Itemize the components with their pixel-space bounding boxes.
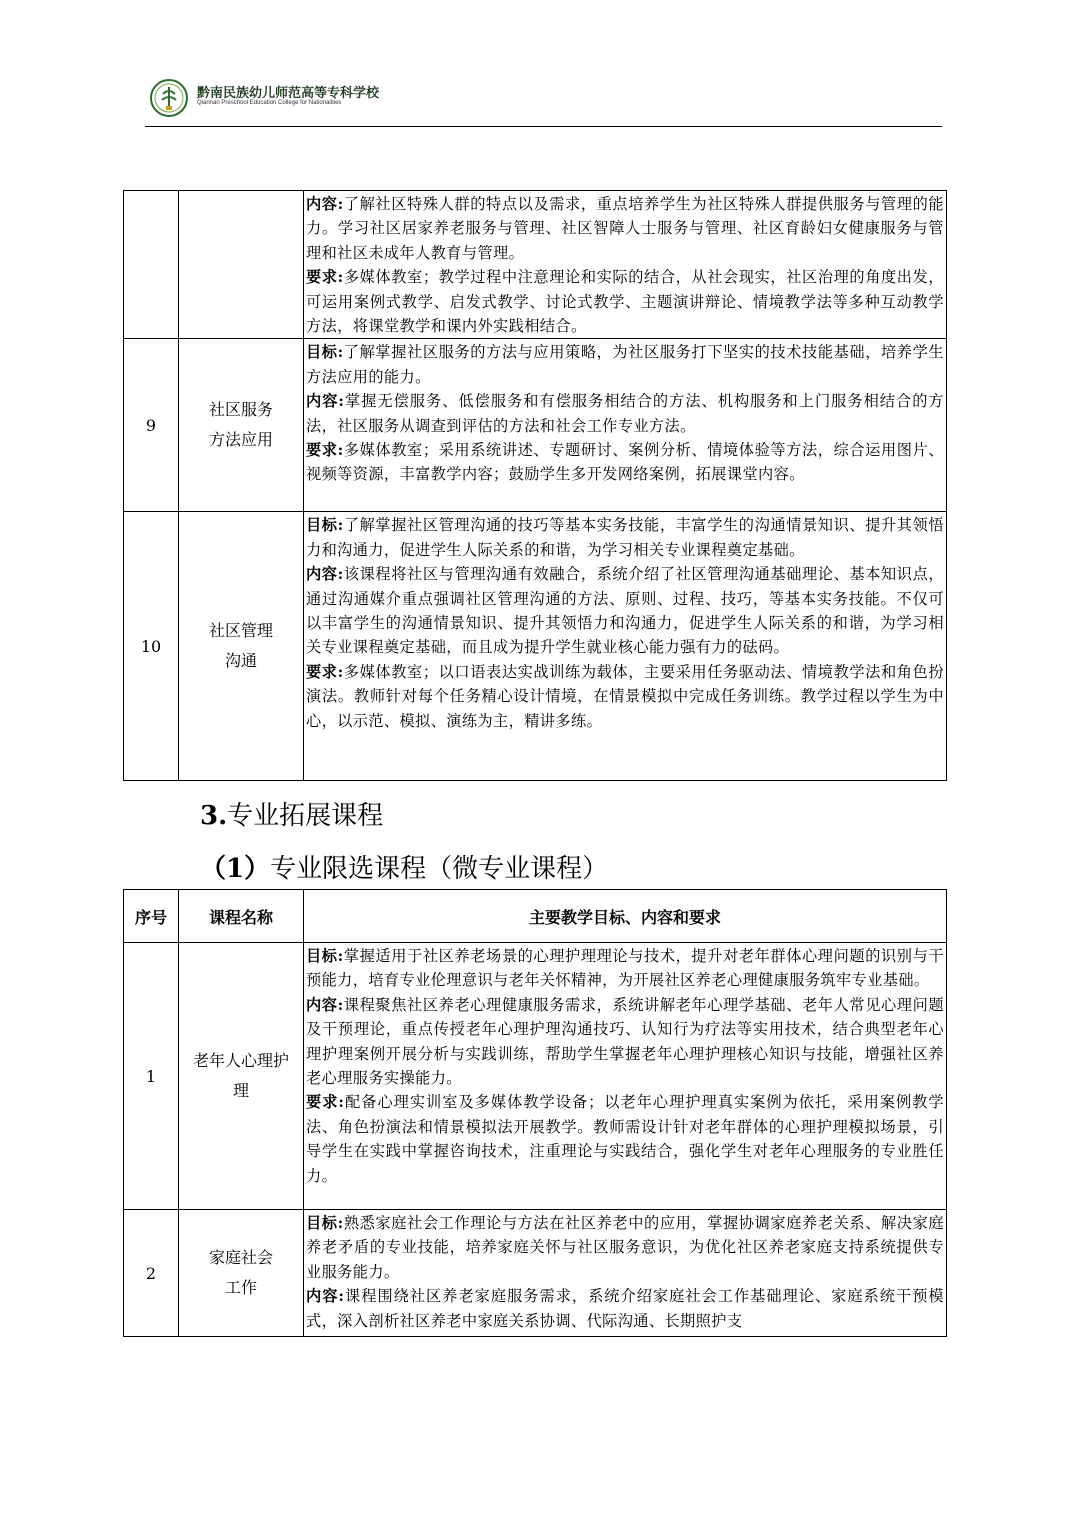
- course-name-line: 沟通: [224, 651, 257, 671]
- school-logo-icon: [149, 78, 189, 118]
- requirement-text: 多媒体教室；教学过程中注意理论和实际的结合，从社会现实，社区治理的角度出发，可运用案例式教学、启发式教学、讨论式教学、主题演讲辩论、情境教学法等多种互动教学方法，将课堂教学和课内外实践相结合。: [306, 268, 944, 336]
- content-label: 内容:: [306, 392, 345, 411]
- content-text: 掌握无偿服务、低偿服务和有偿服务相结合的方法、机构服务和上门服务相结合的方法，社区服务从调查到评估的方法和社会工作专业方法。: [306, 392, 944, 435]
- school-name-en: Qiannan Preschool Education College for Nationalities: [197, 100, 342, 106]
- course-description: [304, 512, 947, 781]
- course-name: [179, 943, 304, 1210]
- table-header-row: [124, 890, 947, 943]
- row-number: [124, 191, 179, 339]
- goal-label: 目标:: [306, 516, 344, 535]
- header-divider: [145, 126, 942, 127]
- course-description: [304, 943, 947, 1210]
- course-name-line: 社区服务: [208, 400, 273, 420]
- header-course-name: 课程名称: [179, 890, 304, 943]
- goal-text: 熟悉家庭社会工作理论与方法在社区养老中的应用，掌握协调家庭养老关系、解决家庭养老矛盾的专业技能，培养家庭关怀与社区服务意识，为优化社区养老家庭支持系统提供专业服务能力。: [306, 1214, 944, 1281]
- course-name-line: 方法应用: [208, 430, 273, 450]
- content-label: 内容:: [306, 565, 344, 584]
- course-name-line: 老年人心理护: [192, 1051, 289, 1070]
- goal-label: 目标:: [306, 947, 344, 965]
- subsection-title: 专业限选课程（微专业课程）: [270, 854, 609, 884]
- goal-label: 目标:: [306, 1214, 344, 1232]
- table-row: [124, 943, 947, 1210]
- course-name: [179, 191, 304, 339]
- course-name: [179, 1210, 304, 1337]
- requirement-label: 要求:: [306, 662, 344, 681]
- course-name-line: 理: [232, 1081, 249, 1100]
- course-name-line: 家庭社会: [208, 1248, 273, 1267]
- row-number: 1: [124, 943, 179, 1210]
- content-text: 该课程将社区与管理沟通有效融合，系统介绍了社区管理沟通基础理论、基本知识点，通过沟通媒介重点强调社区管理沟通的方法、原则、过程、技巧，等基本实务技能。不仅可以丰富学生的沟通情景知识、提升其领悟力和沟通力，促进学生人际关系的和谐，为学习相关专业课程奠定基础，而且成为提升学生就业核心能力强有力的砝码。: [306, 565, 944, 657]
- requirement-text: 配备心理实训室及多媒体教学设备；以老年心理护理真实案例为依托，采用案例教学法、角色扮演法和情景模拟法开展教学。教师需设计针对老年群体的心理护理模拟场景，引导学生在实践中掌握咨询技术，注重理论与实践结合，强化学生对老年心理服务的专业胜任力。: [306, 1093, 944, 1185]
- goal-label: 目标:: [306, 343, 344, 362]
- table-row: [124, 339, 947, 512]
- content-text: 了解社区特殊人群的特点以及需求，重点培养学生为社区特殊人群提供服务与管理的能力。学习社区居家养老服务与管理、社区智障人士服务与管理、社区育龄妇女健康服务与管理和社区未成年人教育与管理。: [306, 195, 944, 262]
- content-label: 内容:: [306, 195, 344, 213]
- course-description: [304, 339, 947, 512]
- course-name: [179, 512, 304, 781]
- section-heading: [200, 795, 383, 832]
- requirement-label: 要求:: [306, 1093, 345, 1112]
- course-name-line: 工作: [224, 1278, 257, 1297]
- subsection-heading: [200, 848, 608, 885]
- table-row: [124, 1210, 947, 1337]
- row-number: 2: [124, 1210, 179, 1337]
- goal-text: 了解掌握社区服务的方法与应用策略，为社区服务打下坚实的技术技能基础，培养学生方法应用的能力。: [306, 343, 944, 386]
- elective-course-table: [123, 889, 947, 1337]
- table-row: [124, 191, 947, 339]
- requirement-label: 要求:: [306, 268, 344, 287]
- course-description: [304, 1210, 947, 1337]
- requirement-label: 要求:: [306, 441, 344, 460]
- course-description: [304, 191, 947, 339]
- goal-text: 掌握适用于社区养老场景的心理护理理论与技术，提升对老年群体心理问题的识别与干预能力，培育专业伦理意识与老年关怀精神，为开展社区养老心理健康服务筑牢专业基础。: [306, 947, 944, 990]
- header-number: 序号: [124, 890, 179, 943]
- course-name: [179, 339, 304, 512]
- course-name-line: 社区管理: [208, 621, 273, 641]
- goal-text: 了解掌握社区管理沟通的技巧等基本实务技能，丰富学生的沟通情景知识、提升其领悟力和沟通力，促进学生人际关系的和谐，为学习相关专业课程奠定基础。: [306, 516, 944, 559]
- content-text: 课程围绕社区养老家庭服务需求，系统介绍家庭社会工作基础理论、家庭系统干预模式，深入剖析社区养老中家庭关系协调、代际沟通、长期照护支: [306, 1287, 944, 1330]
- requirement-text: 多媒体教室；以口语表达实战训练为载体，主要采用任务驱动法、情境教学法和角色扮演法。教师针对每个任务精心设计情境，在情景模拟中完成任务训练。教学过程以学生为中心，以示范、模拟、演练为主，精讲多练。: [306, 662, 944, 730]
- page-header: [145, 72, 942, 128]
- row-number: 9: [124, 339, 179, 512]
- requirement-text: 多媒体教室；采用系统讲述、专题研讨、案例分析、情境体验等方法，综合运用图片、视频等资源，丰富教学内容；鼓励学生多开发网络案例，拓展课堂内容。: [306, 441, 944, 484]
- section-number: 3.: [200, 801, 228, 831]
- header-description: 主要教学目标、内容和要求: [304, 890, 947, 943]
- school-name-cn: 黔南民族幼儿师范高等专科学校: [197, 86, 380, 101]
- content-label: 内容:: [306, 1287, 345, 1306]
- subsection-number: （1）: [200, 854, 271, 884]
- row-number: 10: [124, 512, 179, 781]
- table-row: [124, 512, 947, 781]
- content-text: 课程聚焦社区养老心理健康服务需求，系统讲解老年心理学基础、老年人常见心理问题及干预理论，重点传授老年心理护理沟通技巧、认知行为疗法等实用技术，结合典型老年心理护理案例开展分析与实践训练，帮助学生掌握老年心理护理核心知识与技能，增强社区养老心理服务实操能力。: [306, 995, 944, 1088]
- course-table-continued: [123, 190, 947, 781]
- section-title: 专业拓展课程: [227, 801, 384, 831]
- content-label: 内容:: [306, 995, 344, 1014]
